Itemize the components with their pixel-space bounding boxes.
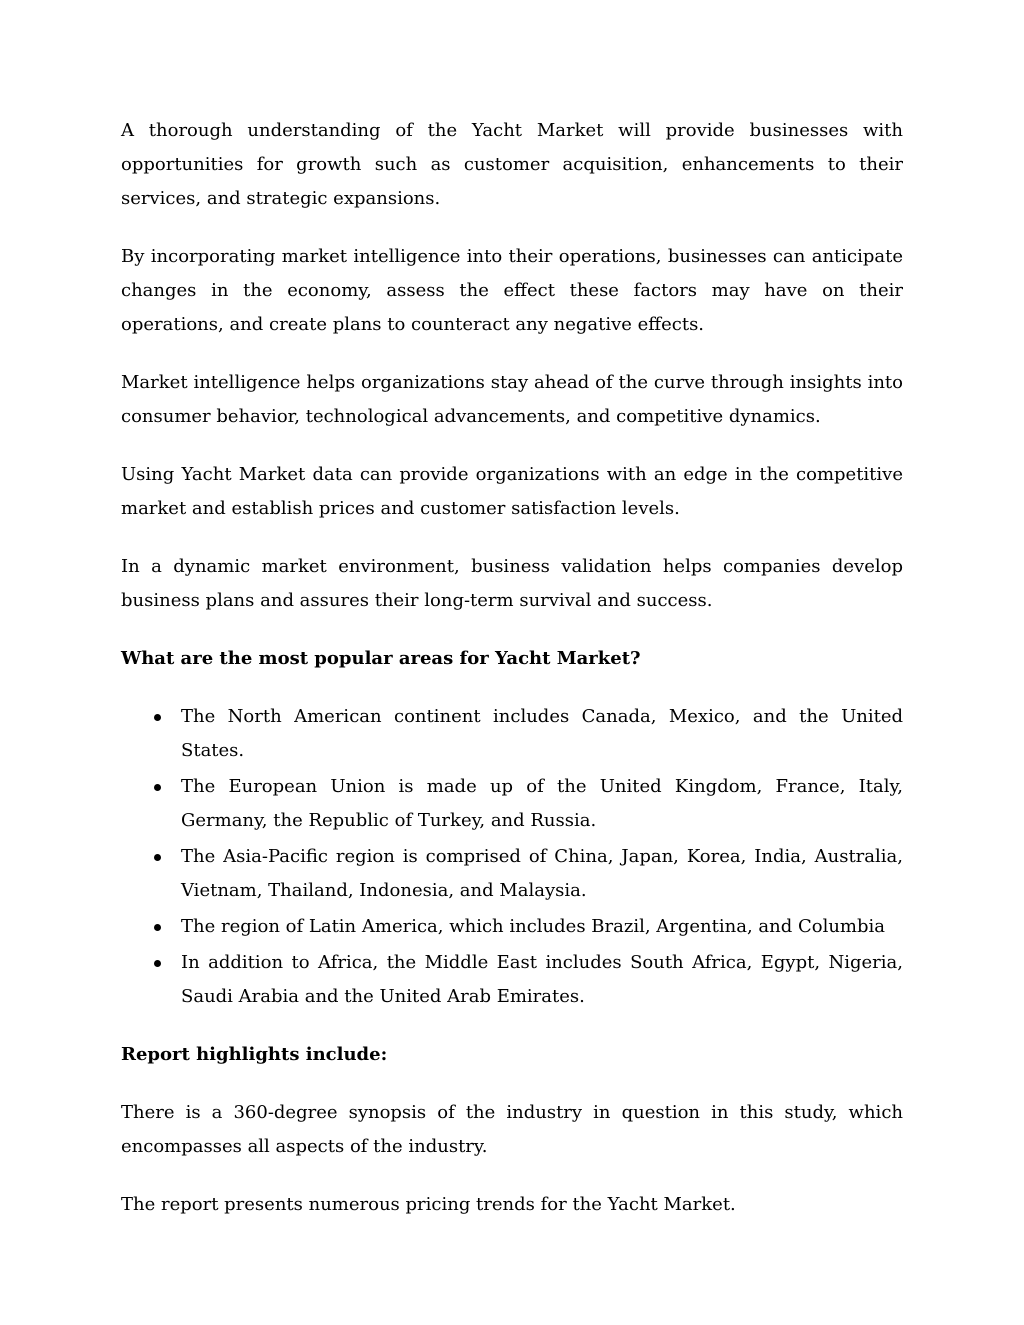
- paragraph-pricing-trends: The report presents numerous pricing trends for the Yacht Market.: [121, 1194, 736, 1215]
- list-item-text: The region of Latin America, which includes Brazil, Argentina, and Columbia: [181, 916, 886, 937]
- list-item: [121, 700, 903, 768]
- paragraph-stay-ahead: Market intelligence helps organizations stay ahead of the curve through insights into consumer behavior, technological advancements, and competitive dynamics.: [121, 372, 903, 427]
- list-item: [121, 946, 903, 1014]
- paragraph-opportunities: A thorough understanding of the Yacht Market will provide businesses with opportunities for growth such as customer acquisition, enhancements to their services, and strategic expansions.: [121, 120, 903, 209]
- regions-list: [121, 700, 903, 1014]
- paragraph-competitive-edge: Using Yacht Market data can provide organizations with an edge in the competitive market and establish prices and customer satisfaction levels.: [121, 464, 903, 519]
- paragraph-synopsis: There is a 360-degree synopsis of the industry in question in this study, which encompasses all aspects of the industry.: [121, 1102, 903, 1157]
- list-item: [121, 770, 903, 838]
- list-item-text: The North American continent includes Canada, Mexico, and the United States.: [181, 706, 903, 761]
- bullet-icon: [154, 854, 161, 861]
- list-item-text: In addition to Africa, the Middle East includes South Africa, Egypt, Nigeria, Saudi Arabia and the United Arab Emirates.: [181, 952, 903, 1007]
- highlights-heading: Report highlights include:: [121, 1044, 388, 1065]
- paragraph-market-intelligence-operations: By incorporating market intelligence into their operations, businesses can anticipate changes in the economy, assess the effect these factors may have on their operations, and create plans to counteract any negative effects.: [121, 246, 903, 335]
- document-page: [121, 114, 903, 1222]
- list-item-text: The Asia-Pacific region is comprised of China, Japan, Korea, India, Australia, Vietnam, Thailand, Indonesia, and Malaysia.: [181, 846, 903, 901]
- paragraph-business-validation: In a dynamic market environment, business validation helps companies develop business plans and assures their long-term survival and success.: [121, 556, 903, 611]
- regions-heading: What are the most popular areas for Yacht Market?: [121, 648, 641, 669]
- bullet-icon: [154, 784, 161, 791]
- list-item-text: The European Union is made up of the United Kingdom, France, Italy, Germany, the Republic of Turkey, and Russia.: [181, 776, 903, 831]
- list-item: [121, 840, 903, 908]
- bullet-icon: [154, 924, 161, 931]
- bullet-icon: [154, 714, 161, 721]
- list-item: [121, 910, 903, 944]
- bullet-icon: [154, 960, 161, 967]
